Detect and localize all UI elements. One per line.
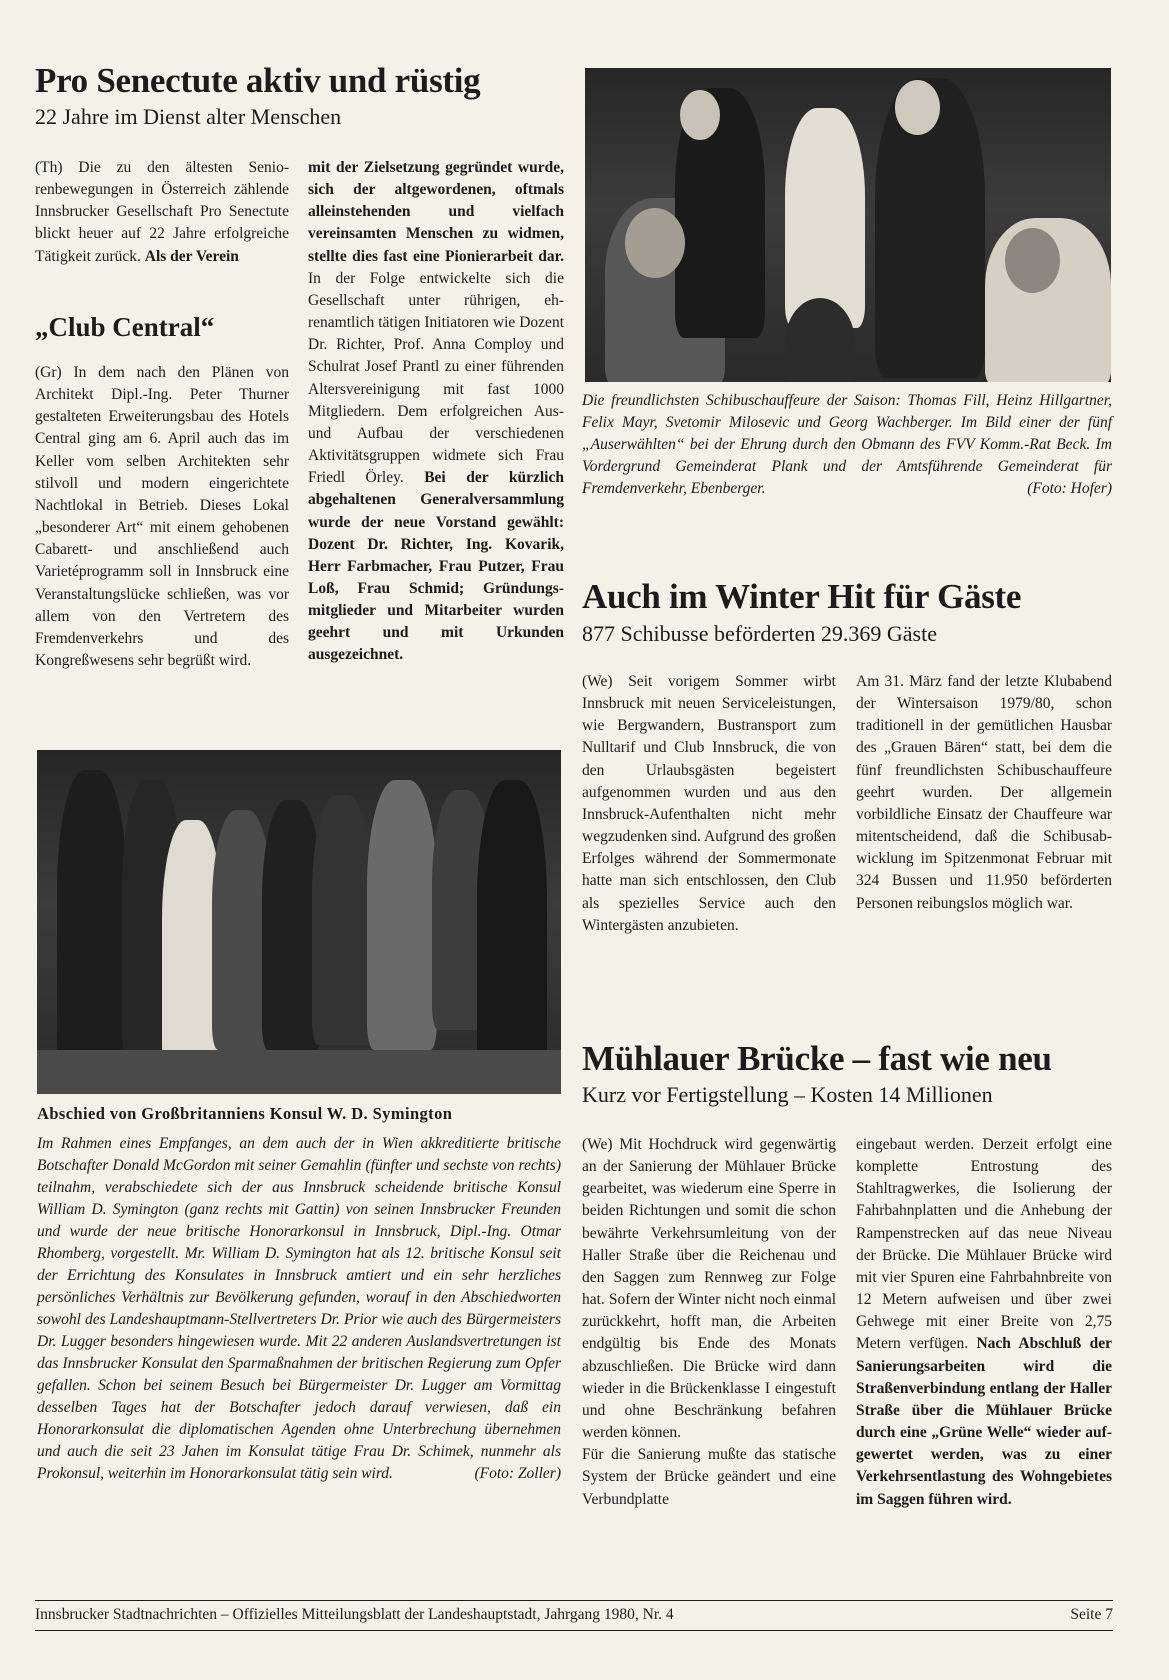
winter-col1-text: (We) Seit vorigem Sommer wirbt Innsbruck mit neuen Serviceleistungen, wie Bergwandern, Bustransport zum Nulltarif und Club Innsbruck, die von den Urlaubsgästen begeistert aufgenommen wurden und aus den Innsbruck-Aufenthalten nicht mehr wegzudenken sind. Aufgrund des großen Erfolges während der Sommermonate hatte man sich entschlossen, den Club als spezielles Service auch den Wintergästen anzubieten. <box>582 673 836 934</box>
bruecke-col2-bold: Nach Abschluß der Sanierungsarbeiten wird die Straßenverbindung entlang der Haller Straße über die Mühlauer Brücke durch eine „Grüne Welle“ wieder aufgewertet werden, was zu einer Verkehrsentlastung des Wohngebietes im Saggen führen wird. <box>856 1335 1113 1508</box>
symington-headline: Abschied von Großbritanniens Konsul W. D. Symington <box>37 1104 453 1123</box>
bruecke-col1-text-a: (We) Mit Hochdruck wird gegenwärtig an der Sanierung der Mühlauer Brücke gearbeitet, was wiederum eine Sperre in beiden Richtungen und somit die schon bewährte Verkehrsumleitung von der Haller Straße über die Reichenau und den Saggen zum Rennweg zur Folge hat. Sofern der Winter nicht noch einmal zurückkehrt, hofft man, die Arbeiten endgültig bis Ende des Monats abzuschließen. Die Brücke wird dann wieder in die Brückenklasse I eingestuft und ohne Beschränkung befahren werden können. <box>582 1136 836 1442</box>
pro-senectute-col2-text: In der Folge entwickelte sich die Gesellschaft unter rührigen, ehrenamtlich tätigen Initiatoren wie Dozent Dr. Richter, Prof. Anna Comploy und Schulrat Josef Prantl zu einer führenden Altersvereinigung mit fast 1000 Mitgliedern. Dem erfolgreichen Aus- und Aufbau der verschiedenen Aktivitätsgruppen widmete sich Frau Friedl Örley. <box>308 269 564 487</box>
bruecke-col2 <box>856 1134 1112 1511</box>
bruecke-col2-text: eingebaut werden. Derzeit erfolgt eine komplette Entrostung des Stahltragwerkes, die Isolierung der Fahrbahnplatten und die Anhebung der Rampenstrecken auf das neue Niveau der Brücke. Die Mühlauer Brücke wird mit vier Spuren eine Fahrbahnbreite von 12 Metern aufweisen und über zwei Gehwege mit einer Breite von 2,75 Metern verfügen. <box>856 1136 1112 1353</box>
symington-caption <box>37 1133 561 1485</box>
bruecke-col1-text-b: Für die Sanierung mußte das statische System der Brücke geändert und eine Verbundplatte <box>582 1446 836 1508</box>
club-central-body <box>35 362 289 672</box>
winter-subline: 877 Schibusse beförderten 29.369 Gäste <box>582 621 937 646</box>
winter-col2-text: Am 31. März fand der letzte Klubabend der Wintersaison 1979/80, schon traditionell in der gemütlichen Hausbar des „Grauen Bären“ statt, bei dem die fünf freundlichsten Schibuschauffeure geehrt wurden. Der allgemein vorbildliche Einsatz der Chauffeure war mitentscheidend, daß die Schibusabwicklung im Spitzenmonat Februar mit 324 Bussen und 11.950 beförderten Personen reibungslos möglich war. <box>856 673 1112 912</box>
winter-headline: Auch im Winter Hit für Gäste <box>582 577 1022 616</box>
bruecke-subline: Kurz vor Fertigstellung – Kosten 14 Millionen <box>582 1082 993 1107</box>
pro-senectute-col2-bold: mit der Zielsetzung gegründet wurde, sich der altgewordenen, oftmals alleinstehenden und vielfach vereinsamten Menschen zu widmen, stellte dies fast eine Pionierarbeit dar. <box>308 159 564 265</box>
pro-senectute-headline: Pro Senectute aktiv und rüstig <box>35 61 481 100</box>
pro-senectute-col1-text: (Th) Die zu den ältesten Seniorenbewegungen in Österreich zählende Innsbrucker Gesellschaft Pro Senectute blickt heuer auf 22 Jahre erfolgreiche Tätigkeit zurück. <box>35 159 289 265</box>
footer-rule-top <box>35 1600 1113 1601</box>
symington-photo-credit: (Foto: Zoller) <box>474 1465 561 1482</box>
bruecke-col1 <box>582 1134 836 1511</box>
pro-senectute-col2-bold-end: Bei der kürzlich abgehaltenen Generalversammlung wurde der neue Vorstand gewählt: Dozent Dr. Richter, Ing. Kovarik, Herr Farbmacher, Frau Putzer, Frau Loß, Frau Schmid; Gründungsmitglieder und Mitarbeiter wurden geehrt und mit Urkunden ausgezeichnet. <box>308 469 564 664</box>
schibus-photo-credit: (Foto: Hofer) <box>1027 480 1112 497</box>
bruecke-headline: Mühlauer Brücke – fast wie neu <box>582 1039 1052 1078</box>
schibus-caption-text: Die freundlichsten Schibuschauffeure der Saison: Thomas Fill, Heinz Hillgartner, Felix Mayr, Svetomir Milosevic und Georg Wachberger. Im Bild einer der fünf „Auserwählten“ bei der Ehrung durch den Obmann des FVV Komm.-Rat Beck. Im Vordergrund Gemeinderat Plank und der Amtsführende Gemeinderat für Fremdenverkehr, Ebenberger. <box>582 392 1112 497</box>
pro-senectute-col1-bold: Als der Verein <box>144 247 239 265</box>
schibus-caption <box>582 390 1112 500</box>
schibus-photo <box>585 68 1111 382</box>
symington-photo <box>37 750 561 1094</box>
club-central-headline: „Club Central“ <box>35 312 215 342</box>
footer-masthead: Innsbrucker Stadtnachrichten – Offizielles Mitteilungsblatt der Landeshauptstadt, Jahrgang 1980, Nr. 4 <box>35 1606 674 1623</box>
winter-col1 <box>582 671 836 937</box>
symington-caption-text: Im Rahmen eines Empfanges, an dem auch der in Wien akkreditierte britische Botschafter Donald McGordon mit seiner Gemahlin (fünfter und sechste von rechts) teilnahm, verabschiedete sich der aus Innsbruck scheidende britische Konsul William D. Symington (ganz rechts mit Gattin) von seinen Innsbrucker Freunden und wurde der neue britische Honorarkonsul in Innsbruck, Dipl.-Ing. Otmar Rhomberg, vorgestellt. Mr. William D. Symington hat als 12. britische Konsul seit der Errichtung des Konsulates in Innsbruck amtiert und ein sehr herzliches persönliches Verhältnis zur Bevölkerung gefunden, worauf in den Abschiedworten sowohl des Landeshauptmann-Stellvertreters Dr. Prior wie auch des Bürgermeisters Dr. Lugger besonders hingewiesen wurde. Mit 22 anderen Auslandsvertretungen ist das Innsbrucker Konsulat den Sparmaßnahmen der britischen Regierung zum Opfer gefallen. Schon bei seinem Besuch bei Bürgermeister Dr. Lugger am Vormittag desselben Tages hat der Botschafter jedoch darauf verwiesen, daß ein Honorarkonsulat die diplomatischen Agenden ohne Unterbrechung übernehmen und auch die seit 23 Jahen im Konsulat tätige Frau Dr. Schimek, nunmehr als Prokonsul, weiterhin im Honorarkonsulat tätig sein wird. <box>37 1135 561 1482</box>
footer-page-number: Seite 7 <box>1070 1606 1113 1623</box>
pro-senectute-col1 <box>35 157 289 268</box>
pro-senectute-subline: 22 Jahre im Dienst alter Menschen <box>35 104 342 129</box>
pro-senectute-col2 <box>308 157 564 667</box>
footer-rule-bottom <box>35 1630 1113 1631</box>
winter-col2 <box>856 671 1112 915</box>
club-central-text: (Gr) In dem nach den Plänen von Architekt Dipl.-Ing. Peter Thurner gestalteten Erweiterungsbau des Hotels Central ging am 6. April auch das im Keller vom selben Architekten sehr stilvoll und modern eingerichtete Nachtlokal in Betrieb. Dieses Lokal „besonderer Art“ mit einem gehobenen Cabarett- und anschließend auch Varietéprogramm soll in Innsbruck eine Veranstaltungslücke schließen, was vor allem von den Vertretern des Fremdenverkehrs und des Kongreßwesens sehr begrüßt wird. <box>35 364 289 670</box>
